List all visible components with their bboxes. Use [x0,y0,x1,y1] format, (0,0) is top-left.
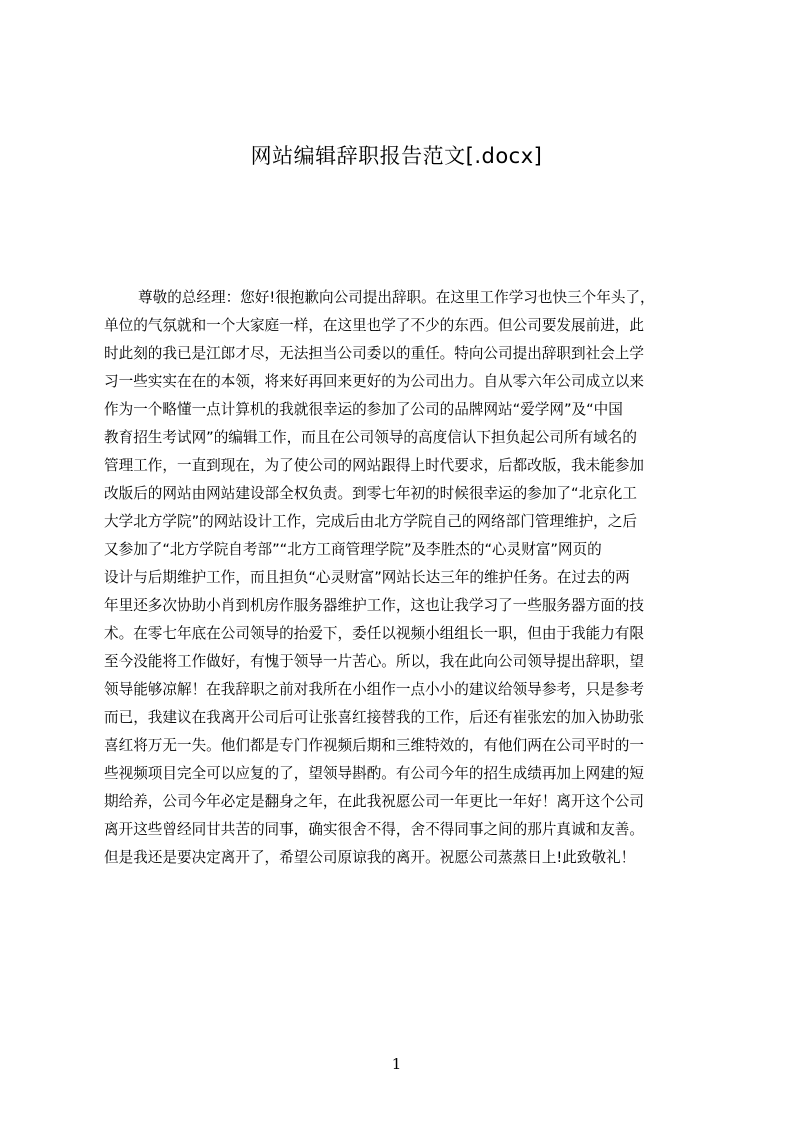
text-line: 尊敬的总经理：您好!很抱歉向公司提出辞职。在这里工作学习也快三个年头了， [138,289,655,306]
text-line: 喜红将万无一失。他们都是专门作视频后期和三维特效的，有他们两在公司平时的一 [104,737,644,754]
text-line: 至今没能将工作做好，有愧于领导一片苦心。所以，我在此向公司领导提出辞职，望 [104,653,644,670]
body-paragraph [104,284,704,872]
text-line: 又参加了“北方学院自考部”“北方工商管理学院”及李胜杰的“心灵财富”网页的 [104,541,602,558]
text-line: 期给养，公司今年必定是翻身之年，在此我祝愿公司一年更比一年好！离开这个公司 [104,793,644,810]
text-line: 改版后的网站由网站建设部全权负责。到零七年初的时候很幸运的参加了“北京化工 [104,485,637,502]
document-title: 网站编辑辞职报告范文[.docx] [250,144,543,168]
text-line: 些视频项目完全可以应复的了，望领导斟酌。有公司今年的招生成绩再加上网建的短 [104,765,644,782]
text-line: 单位的气氛就和一个大家庭一样，在这里也学了不少的东西。但公司要发展前进，此 [104,317,644,334]
text-line: 管理工作，一直到现在，为了使公司的网站跟得上时代要求，后都改版，我未能参加 [104,457,644,474]
text-line: 年里还多次协助小肖到机房作服务器维护工作，这也让我学习了一些服务器方面的技 [104,597,644,614]
text-line: 教育招生考试网”的编辑工作，而且在公司领导的高度信认下担负起公司所有域名的 [104,429,637,446]
text-line: 术。在零七年底在公司领导的抬爱下，委任以视频小组组长一职，但由于我能力有限 [104,625,644,642]
text-line: 设计与后期维护工作，而且担负“心灵财富”网站长达三年的维护任务。在过去的两 [104,569,630,586]
text-line: 时此刻的我已是江郎才尽，无法担当公司委以的重任。特向公司提出辞职到社会上学 [104,345,644,362]
text-line: 但是我还是要决定离开了，希望公司原谅我的离开。祝愿公司蒸蒸日上!此致敬礼！ [104,849,636,866]
page-number: 1 [391,1055,402,1073]
text-line: 而已，我建议在我离开公司后可让张喜红接替我的工作，后还有崔张宏的加入协助张 [104,709,644,726]
text-line: 领导能够凉解！在我辞职之前对我所在小组作一点小小的建议给领导参考，只是参考 [104,681,644,698]
text-line: 作为一个略懂一点计算机的我就很幸运的参加了公司的品牌网站“爱学网”及“中国 [104,401,623,418]
text-line: 大学北方学院”的网站设计工作，完成后由北方学院自己的网络部门管理维护，之后 [104,513,637,530]
text-line: 离开这些曾经同甘共苦的同事，确实很舍不得，舍不得同事之间的那片真诚和友善。 [104,821,644,838]
text-line: 习一些实实在在的本领，将来好再回来更好的为公司出力。自从零六年公司成立以来 [104,373,644,390]
